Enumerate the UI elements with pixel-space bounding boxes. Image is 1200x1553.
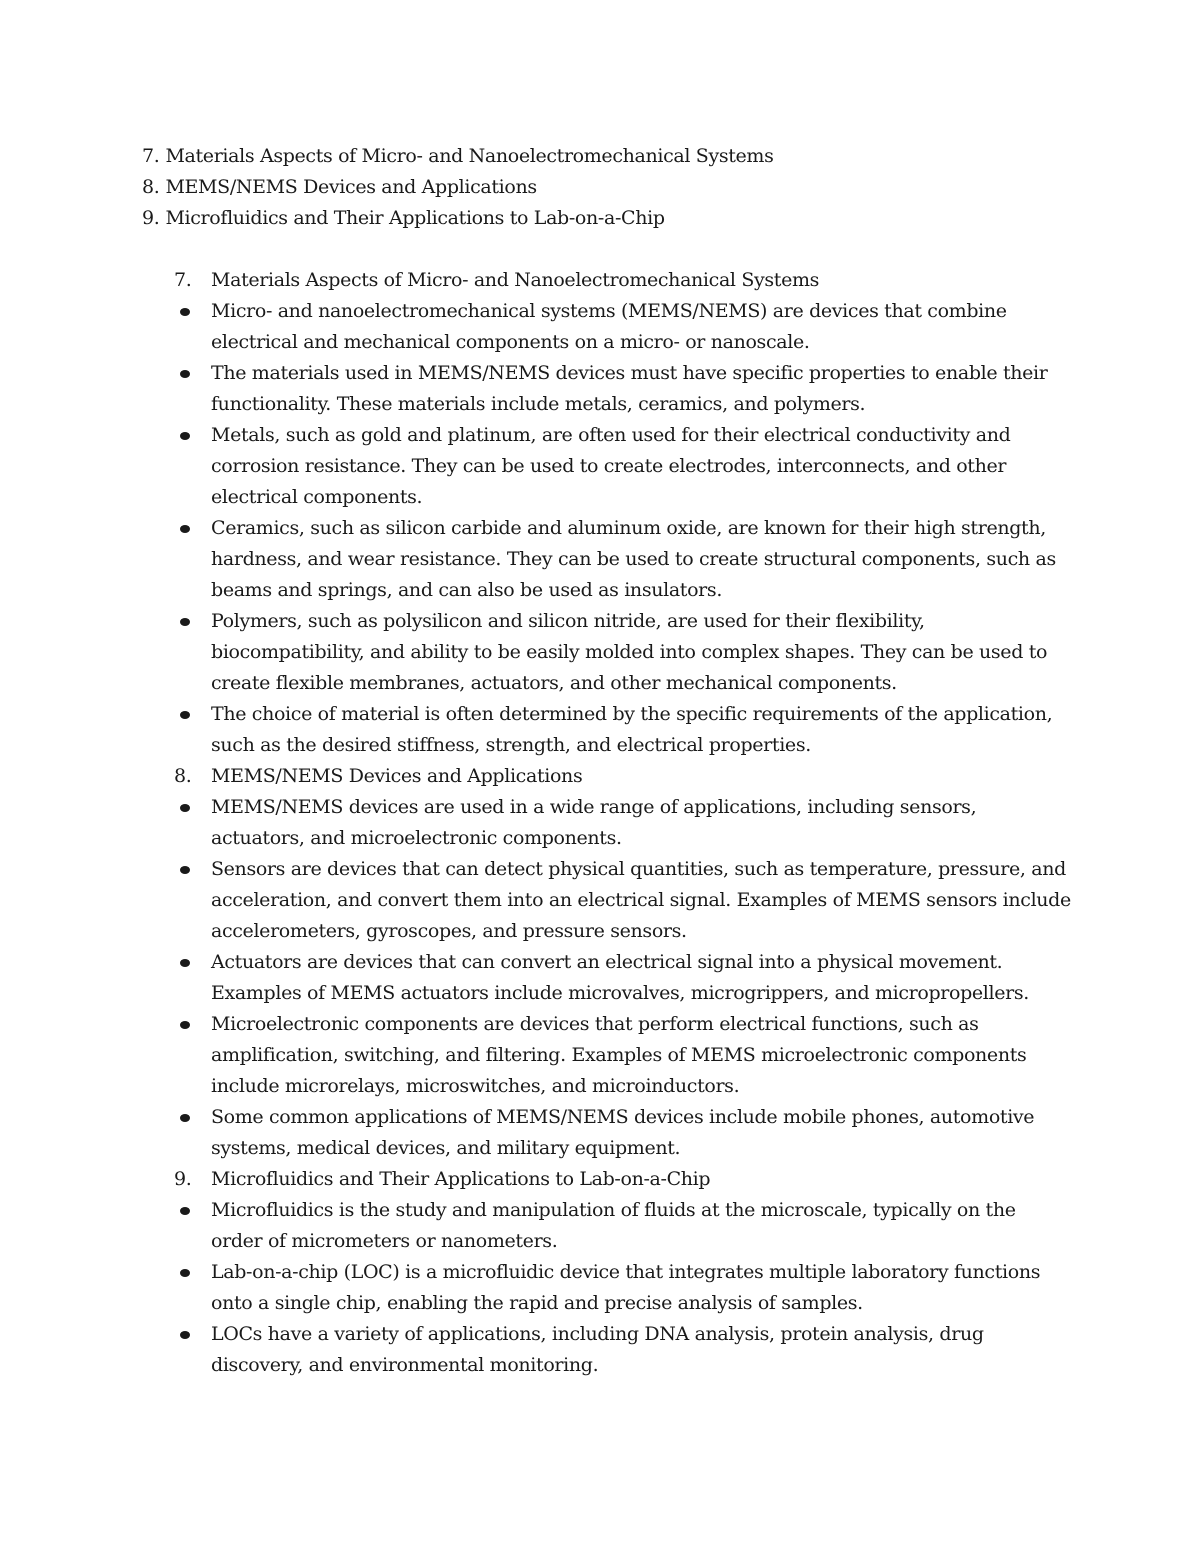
- bullet-icon: [180, 1269, 190, 1277]
- toc-item-title: Materials Aspects of Micro- and Nanoelectromechanical Systems: [165, 145, 774, 167]
- table-of-contents: [142, 141, 1102, 234]
- bullet-icon: [180, 432, 190, 440]
- list-item: [0, 296, 1200, 358]
- list-item: [0, 699, 1200, 761]
- bullet-icon: [180, 618, 190, 626]
- bullet-icon: [180, 370, 190, 378]
- section-number: 9.: [174, 1168, 192, 1190]
- bullet-icon: [180, 711, 190, 719]
- list-item: [0, 854, 1200, 947]
- list-item-text: Metals, such as gold and platinum, are often used for their electrical conductivity and corrosion resistance. They can be used to create electrodes, interconnects, and other electrical components.: [211, 424, 1011, 508]
- list-item-text: Microfluidics is the study and manipulation of fluids at the microscale, typically on the order of micrometers or nanometers.: [211, 1199, 1016, 1252]
- section-title: Microfluidics and Their Applications to Lab-on-a-Chip: [211, 1168, 711, 1190]
- list-item-text: MEMS/NEMS devices are used in a wide range of applications, including sensors, actuators, and microelectronic components.: [211, 796, 977, 849]
- list-item-text: Sensors are devices that can detect physical quantities, such as temperature, pressure, and acceleration, and convert them into an electrical signal. Examples of MEMS sensors include accelerometers, gyroscopes, and pressure sensors.: [211, 858, 1071, 942]
- list-item: [0, 1102, 1200, 1164]
- toc-item-number: 9.: [142, 207, 160, 229]
- list-item-text: Ceramics, such as silicon carbide and aluminum oxide, are known for their high strength, hardness, and wear resistance. They can be used to create structural components, such as beams and springs, and can also be used as insulators.: [211, 517, 1056, 601]
- list-item-text: Actuators are devices that can convert an electrical signal into a physical movement. Examples of MEMS actuators include microvalves, microgrippers, and micropropellers.: [211, 951, 1029, 1004]
- section-heading-8: [0, 761, 1200, 792]
- list-item: [0, 1195, 1200, 1257]
- section-title: Materials Aspects of Micro- and Nanoelectromechanical Systems: [211, 269, 820, 291]
- bullet-icon: [180, 1207, 190, 1215]
- list-item-text: Microelectronic components are devices that perform electrical functions, such as amplification, switching, and filtering. Examples of MEMS microelectronic components include microrelays, microswitches, and microinductors.: [211, 1013, 1027, 1097]
- list-item: [0, 1257, 1200, 1319]
- bullet-icon: [180, 308, 190, 316]
- section-title: MEMS/NEMS Devices and Applications: [211, 765, 583, 787]
- bullet-icon: [180, 866, 190, 874]
- bullet-icon: [180, 1331, 190, 1339]
- bullet-icon: [180, 1021, 190, 1029]
- list-item-text: The choice of material is often determined by the specific requirements of the application, such as the desired stiffness, strength, and electrical properties.: [211, 703, 1053, 756]
- list-item-text: The materials used in MEMS/NEMS devices must have specific properties to enable their functionality. These materials include metals, ceramics, and polymers.: [211, 362, 1048, 415]
- section-heading-7: [0, 265, 1200, 296]
- toc-item-7: [142, 141, 1102, 172]
- toc-item-9: [142, 203, 1102, 234]
- list-item: [0, 1009, 1200, 1102]
- section-number: 8.: [174, 765, 192, 787]
- list-item: [0, 1319, 1200, 1381]
- notes-list: [0, 265, 1200, 1381]
- list-item: [0, 358, 1200, 420]
- list-item: [0, 947, 1200, 1009]
- list-item-text: Polymers, such as polysilicon and silicon nitride, are used for their flexibility, biocompatibility, and ability to be easily molded into complex shapes. They can be used to create flexible membranes, actuators, and other mechanical components.: [211, 610, 1048, 694]
- bullet-icon: [180, 804, 190, 812]
- list-item-text: Micro- and nanoelectromechanical systems (MEMS/NEMS) are devices that combine electrical and mechanical components on a micro- or nanoscale.: [211, 300, 1007, 353]
- section-heading-9: [0, 1164, 1200, 1195]
- section-number: 7.: [174, 269, 192, 291]
- list-item: [0, 420, 1200, 513]
- list-item: [0, 513, 1200, 606]
- list-item-text: Some common applications of MEMS/NEMS devices include mobile phones, automotive systems, medical devices, and military equipment.: [211, 1106, 1035, 1159]
- bullet-icon: [180, 525, 190, 533]
- toc-item-title: MEMS/NEMS Devices and Applications: [165, 176, 537, 198]
- list-item-text: Lab-on-a-chip (LOC) is a microfluidic device that integrates multiple laboratory functions onto a single chip, enabling the rapid and precise analysis of samples.: [211, 1261, 1041, 1314]
- toc-item-8: [142, 172, 1102, 203]
- toc-item-number: 7.: [142, 145, 160, 167]
- list-item: [0, 606, 1200, 699]
- list-item: [0, 792, 1200, 854]
- list-item-text: LOCs have a variety of applications, including DNA analysis, protein analysis, drug discovery, and environmental monitoring.: [211, 1323, 984, 1376]
- toc-item-number: 8.: [142, 176, 160, 198]
- bullet-icon: [180, 1114, 190, 1122]
- bullet-icon: [180, 959, 190, 967]
- toc-item-title: Microfluidics and Their Applications to Lab-on-a-Chip: [165, 207, 665, 229]
